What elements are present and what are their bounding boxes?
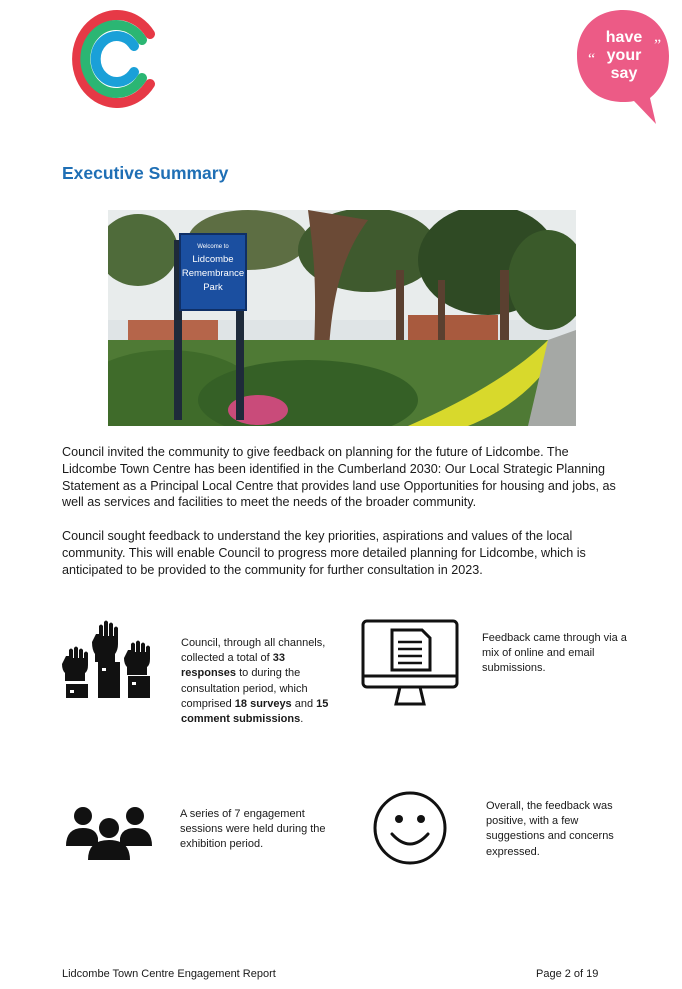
svg-text:“: “: [588, 51, 596, 68]
park-photo: [108, 210, 576, 426]
responses-summary: Council, through all channels, collected a total of 33 responses to during the consultation period, which comprised 18 surveys and 15 comment submissions.: [181, 637, 329, 726]
footer-report-title: Lidcombe Town Centre Engagement Report: [62, 968, 276, 980]
surveys-count: 18 surveys: [234, 697, 292, 710]
intro-paragraph: Council invited the community to give feedback on planning for the future of Lidcombe. The Lidcombe Town Centre has been identified in the Cumberland 2030: Our Local Strategic Planning Statement as a Principal Local Centre that provides land use Opportunities for housing and jobs, as well as services and facilities to meet the needs of the broader community.: [62, 445, 616, 510]
smiley-face-icon: [372, 790, 448, 866]
sessions-summary: A series of 7 engagement sessions were held during the exhibition period.: [180, 808, 326, 851]
have-your-say-line2: your: [606, 47, 642, 64]
sentiment-summary: Overall, the feedback was positive, with a few suggestions and concerns expressed.: [486, 800, 614, 858]
responses-count: 33 responses: [181, 652, 285, 680]
group-people-icon: [66, 804, 152, 860]
footer-page-number: Page 2 of 19: [536, 968, 599, 980]
comment-submissions-count: 15 comment submissions: [181, 697, 329, 726]
page-title: Executive Summary: [62, 163, 229, 183]
council-logo: [66, 6, 158, 108]
purpose-paragraph: Council sought feedback to understand the key priorities, aspirations and values of the local community. This will enable Council to progress more detailed planning for Lidcombe, which is anticipated to be provided to the community for further consultation in 2023.: [62, 529, 586, 577]
have-your-say-logo: [574, 6, 672, 128]
svg-text:”: ”: [654, 37, 662, 54]
sign-small-text: Welcome to: [197, 244, 229, 250]
have-your-say-line1: have: [605, 29, 643, 46]
sign-line2: Remembrance: [181, 268, 245, 279]
channels-summary: Feedback came through via a mix of online and email submissions.: [482, 632, 627, 675]
raised-hands-icon: [62, 612, 154, 700]
sign-line1: Lidcombe: [192, 254, 234, 265]
sign-line3: Park: [203, 282, 223, 293]
computer-monitor-icon: [360, 618, 460, 708]
have-your-say-line3: say: [610, 65, 638, 82]
